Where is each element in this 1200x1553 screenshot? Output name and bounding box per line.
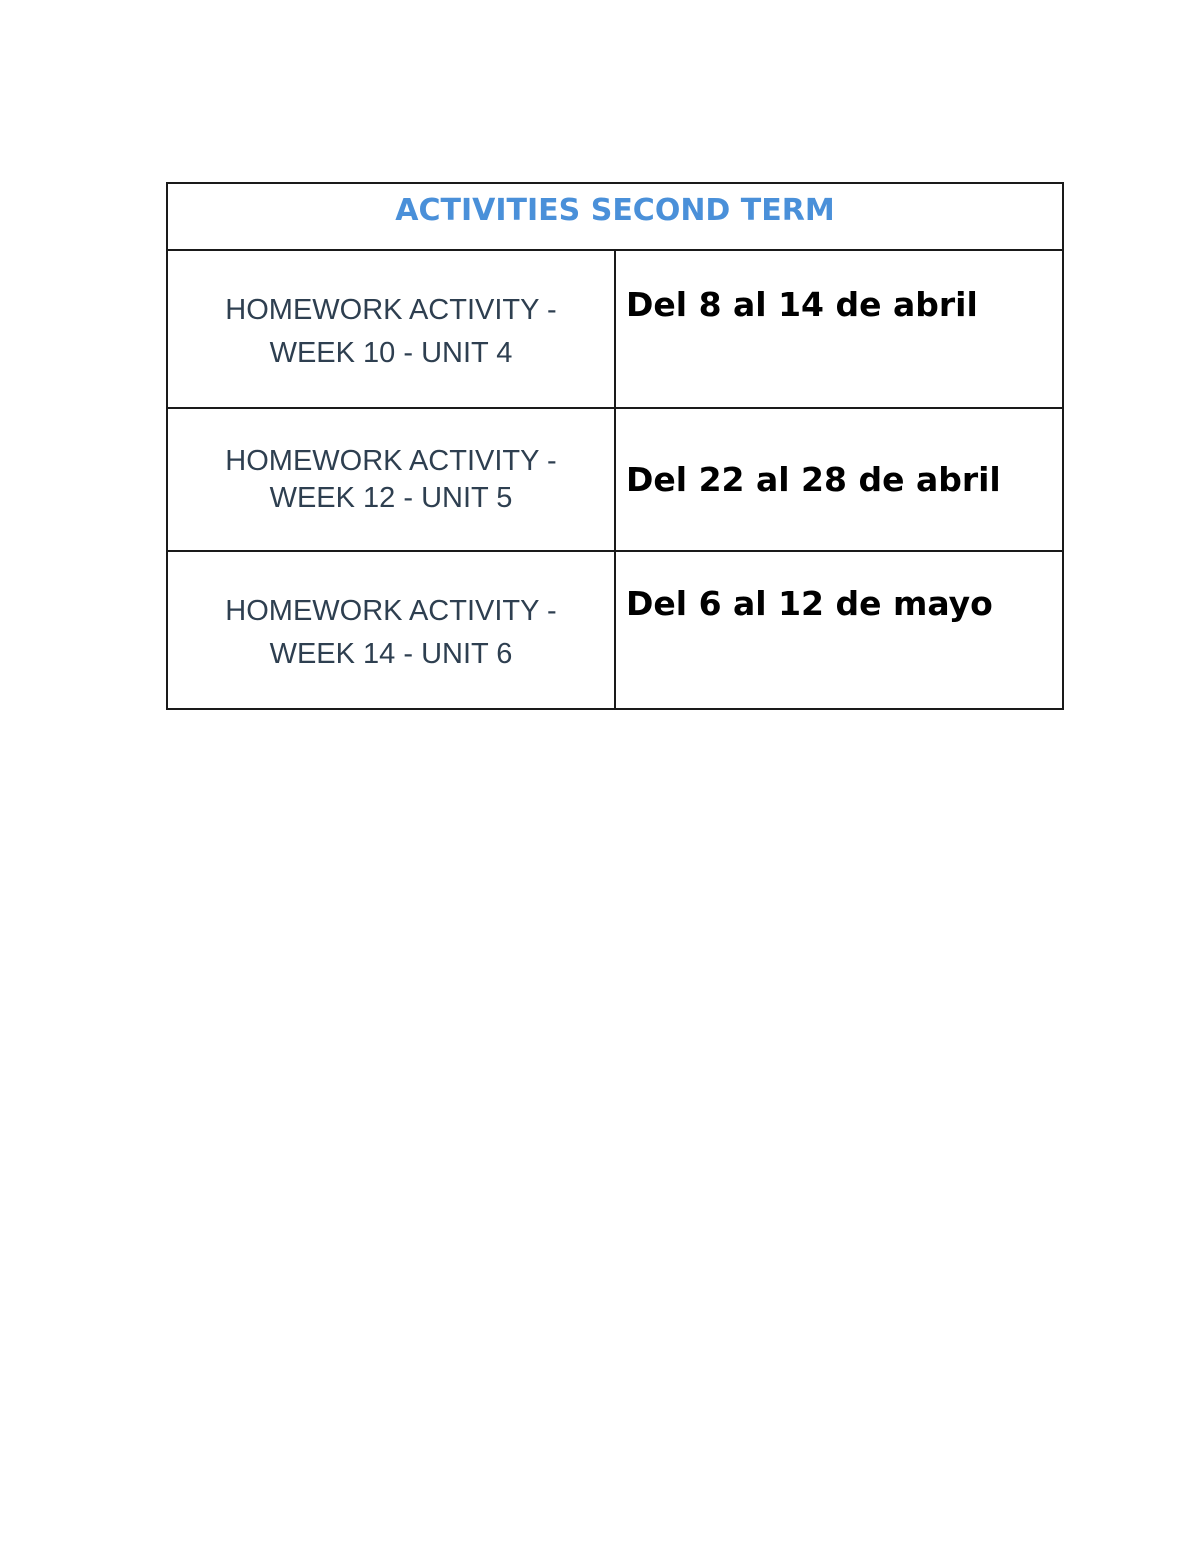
activity-label-line1: HOMEWORK ACTIVITY - (225, 294, 557, 326)
date-range: Del 6 al 12 de mayo (626, 584, 993, 623)
activities-table (166, 182, 1064, 710)
date-range: Del 8 al 14 de abril (626, 285, 978, 324)
table-title: ACTIVITIES SECOND TERM (395, 193, 835, 228)
date-cell (615, 250, 1063, 408)
activity-cell (167, 551, 615, 709)
activity-label-line1: HOMEWORK ACTIVITY - (225, 444, 557, 477)
activity-label-line2: WEEK 14 - UNIT 6 (269, 638, 513, 670)
activity-label-line1: HOMEWORK ACTIVITY - (225, 595, 557, 627)
activity-label-line2: WEEK 10 - UNIT 4 (269, 337, 513, 369)
table-row (167, 250, 1063, 408)
table-row (167, 408, 1063, 551)
date-cell (615, 408, 1063, 551)
table-row (167, 551, 1063, 709)
date-cell (615, 551, 1063, 709)
table-title-row (167, 183, 1063, 250)
activity-cell (167, 408, 615, 551)
activity-label-line2: WEEK 12 - UNIT 5 (269, 481, 513, 514)
date-range: Del 22 al 28 de abril (626, 459, 1001, 499)
activity-cell (167, 250, 615, 408)
title-cell (167, 183, 1063, 250)
